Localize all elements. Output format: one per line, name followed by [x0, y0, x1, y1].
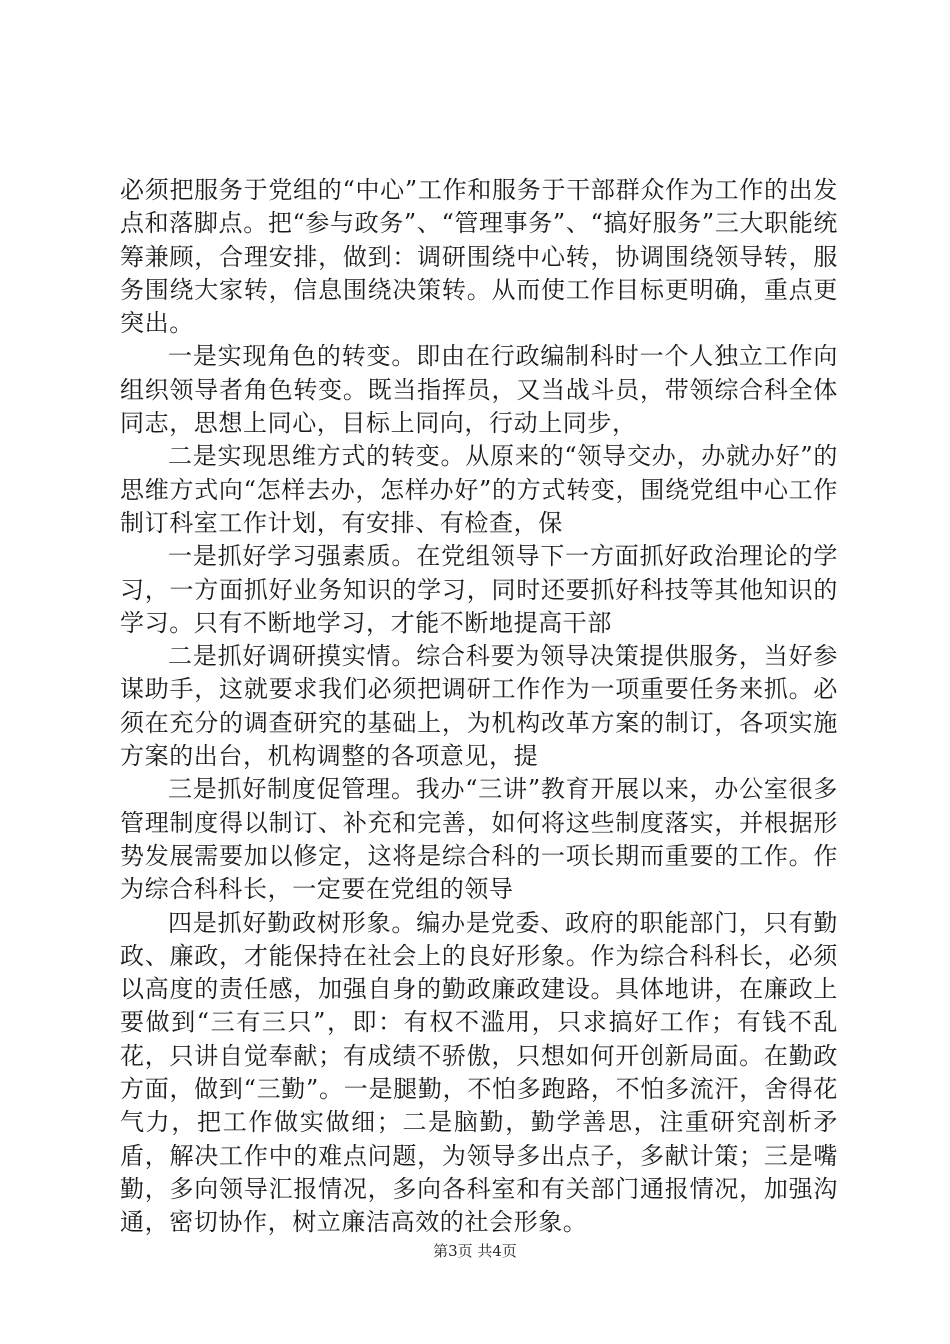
document-body	[120, 174, 838, 1240]
paragraph: 二是抓好调研摸实情。综合科要为领导决策提供服务，当好参谋助手，这就要求我们必须把调研工作作为一项重要任务来抓。必须在充分的调查研究的基础上，为机构改革方案的制订，各项实施方案的出台，机构调整的各项意见，提	[120, 642, 838, 771]
paragraph: 一是抓好学习强素质。在党组领导下一方面抓好政治理论的学习，一方面抓好业务知识的学习，同时还要抓好科技等其他知识的学习。只有不断地学习，才能不断地提高干部	[120, 542, 838, 637]
paragraph: 必须把服务于党组的“中心”工作和服务于干部群众作为工作的出发点和落脚点。把“参与政务”、“管理事务”、“搞好服务”三大职能统筹兼顾，合理安排，做到：调研围绕中心转，协调围绕领导转，服务围绕大家转，信息围绕决策转。从而使工作目标更明确，重点更突出。	[120, 176, 838, 338]
paragraph: 一是实现角色的转变。即由在行政编制科时一个人独立工作向组织领导者角色转变。既当指挥员，又当战斗员，带领综合科全体同志，思想上同心，目标上同向，行动上同步，	[120, 342, 838, 438]
page-footer: 第3页 共4页	[433, 1242, 517, 1260]
paragraph: 二是实现思维方式的转变。从原来的“领导交办，办就办好”的思维方式向“怎样去办，怎样办好”的方式转变，围绕党组中心工作制订科室工作计划，有安排、有检查，保	[120, 442, 838, 537]
paragraph: 四是抓好勤政树形象。编办是党委、政府的职能部门，只有勤政、廉政，才能保持在社会上的良好形象。作为综合科科长，必须以高度的责任感，加强自身的勤政廉政建设。具体地讲，在廉政上要做到“三有三只”，即：有权不滥用，只求搞好工作；有钱不乱花，只讲自觉奉献；有成绩不骄傲，只想如何开创新局面。在勤政方面，做到“三勤”。一是腿勤，不怕多跑路，不怕多流汗，舍得花气力，把工作做实做细；二是脑勤，勤学善思，注重研究剖析矛盾，解决工作中的难点问题，为领导多出点子，多献计策；三是嘴勤，多向领导汇报情况，多向各科室和有关部门通报情况，加强沟通，密切协作，树立廉洁高效的社会形象。	[120, 908, 838, 1237]
paragraph: 三是抓好制度促管理。我办“三讲”教育开展以来，办公室很多管理制度得以制订、补充和完善，如何将这些制度落实，并根据形势发展需要加以修定，这将是综合科的一项长期而重要的工作。作为综合科科长，一定要在党组的领导	[120, 775, 838, 904]
